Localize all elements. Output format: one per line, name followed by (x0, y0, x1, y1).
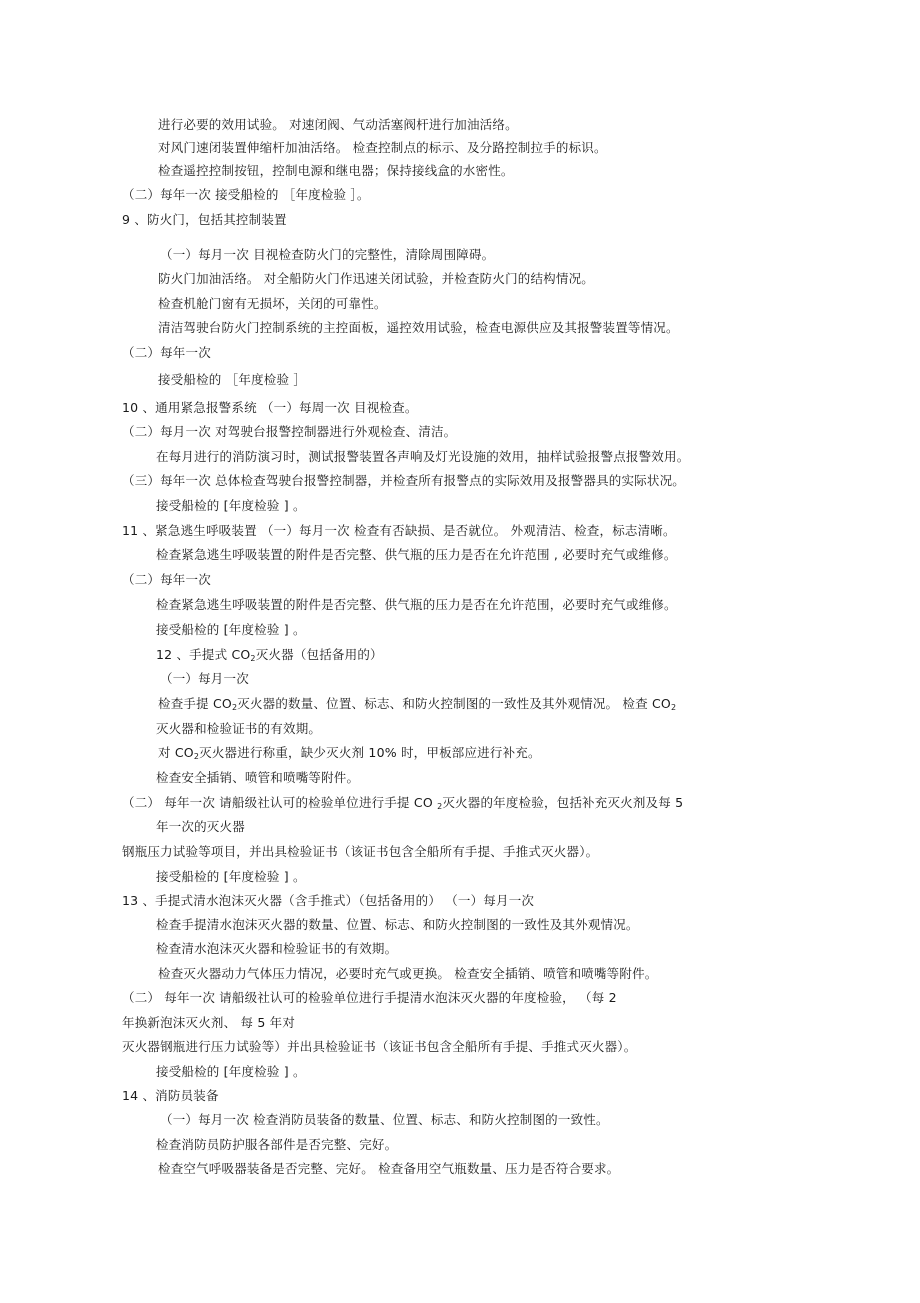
section-heading: 14 、消防员装备 (122, 1088, 219, 1103)
text-line: （二）每年一次 (122, 572, 211, 587)
text-line: 检查紧急逃生呼吸装置的附件是否完整、供气瓶的压力是否在允许范围，必要时充气或维修。 (156, 597, 677, 612)
text-line: 年一次的灭火器 (156, 819, 245, 834)
text-line: 检查清水泡沫灭火器和检验证书的有效期。 (156, 941, 398, 956)
text-line: 检查机舱门窗有无损坏，关闭的可靠性。 (158, 296, 387, 311)
text-line: （二） 每年一次 请船级社认可的检验单位进行手提清水泡沫灭火器的年度检验， （每 2 (122, 990, 617, 1005)
text-line: 检查灭火器动力气体压力情况，必要时充气或更换。 检查安全插销、喷管和喷嘴等附件。 (158, 966, 658, 981)
text-line: 清洁驾驶台防火门控制系统的主控面板，遥控效用试验，检查电源供应及其报警装置等情况。 (158, 320, 679, 335)
text-line: 检查安全插销、喷管和喷嘴等附件。 (156, 770, 360, 785)
text-line: 防火门加油活络。 对全船防火门作迅速关闭试验，并检查防火门的结构情况。 (158, 271, 594, 286)
text-line: 在每月进行的消防演习时，测试报警装置各声响及灯光设施的效用，抽样试验报警点报警效用。 (156, 449, 690, 464)
text-line: 检查消防员防护服各部件是否完整、完好。 (156, 1137, 398, 1152)
text-line: （二）每年一次 (122, 345, 211, 360)
text-line: 进行必要的效用试验。 对速闭阀、气动活塞阀杆进行加油活络。 (158, 117, 518, 132)
text-line: （二） 每年一次 请船级社认可的检验单位进行手提 CO $_2$灭火器的年度检验，包括补充灭火剂及每 5 (122, 795, 684, 811)
text-line: （二）每年一次 接受船检的 ［年度检验 ］。 (122, 187, 370, 202)
section-heading: 10 、通用紧急报警系统 （一）每周一次 目视检查。 (122, 400, 418, 415)
text-line: 接受船检的 [年度检验 ] 。 (156, 498, 306, 513)
text-line: 对风门速闭装置伸缩杆加油活络。 检查控制点的标示、及分路控制拉手的标识。 (158, 140, 607, 155)
subscript: 2 (193, 752, 200, 761)
text-line: （三）每年一次 总体检查驾驶台报警控制器，并检查所有报警点的实际效用及报警器具的实际状况。 (122, 473, 685, 488)
section-heading: 12 、手提式 $CO_2$灭火器（包括备用的） (156, 647, 383, 663)
subscript: 2 (231, 703, 238, 712)
text-line: 检查手提清水泡沫灭火器的数量、位置、标志、和防火控制图的一致性及其外观情况。 (156, 917, 639, 932)
text-line: （一）每月一次 (160, 671, 249, 686)
section-heading: 9 、防火门，包括其控制装置 (122, 212, 287, 227)
text-line: 年换新泡沫灭火剂、 每 5 年对 (122, 1015, 296, 1030)
subscript: 2 (250, 654, 256, 663)
text-line: 接受船检的 [年度检验 ] 。 (156, 1064, 306, 1079)
text-line: 检查紧急逃生呼吸装置的附件是否完整、供气瓶的压力是否在允许范围 , 必要时充气或维修。 (156, 547, 677, 562)
text-line: 接受船检的 ［年度检验 ］ (158, 372, 307, 387)
section-heading: 11 、紧急逃生呼吸装置 （一）每月一次 检查有否缺损、是否就位。 外观清洁、检查，标志清晰。 (122, 523, 676, 538)
text-line: 检查遥控控制按钮，控制电源和继电器；保持接线盒的水密性。 (158, 163, 514, 178)
section-heading: 13 、手提式清水泡沫灭火器（含手推式）（包括备用的） （一）每月一次 (122, 893, 535, 908)
subscript: 2 (670, 703, 677, 712)
text-line: 钢瓶压力试验等项目，并出具检验证书（该证书包含全船所有手提、手推式灭火器）。 (122, 844, 599, 859)
text-line: 检查手提 $CO_2$灭火器的数量、位置、标志、和防火控制图的一致性及其外观情况。 检查 $CO_2$ (158, 696, 677, 712)
text-line: 检查空气呼吸器装备是否完整、完好。 检查备用空气瓶数量、压力是否符合要求。 (158, 1161, 620, 1176)
subscript: 2 (437, 802, 443, 811)
text-line: 灭火器钢瓶进行压力试验等）并出具检验证书（该证书包含全船所有手提、手推式灭火器）。 (122, 1039, 637, 1054)
text-line: 接受船检的 [年度检验 ] 。 (156, 622, 306, 637)
text-line: 灭火器和检验证书的有效期。 (156, 721, 322, 736)
text-line: （一）每月一次 检查消防员装备的数量、位置、标志、和防火控制图的一致性。 (160, 1112, 609, 1127)
text-line: （二）每月一次 对驾驶台报警控制器进行外观检查、清洁。 (122, 424, 457, 439)
text-line: 接受船检的 [年度检验 ] 。 (156, 869, 306, 884)
text-line: 对 $CO_2$灭火器进行称重，缺少灭火剂 10% 时，甲板部应进行补充。 (158, 745, 541, 761)
text-line: （一）每月一次 目视检查防火门的完整性，清除周围障碍。 (160, 247, 495, 262)
